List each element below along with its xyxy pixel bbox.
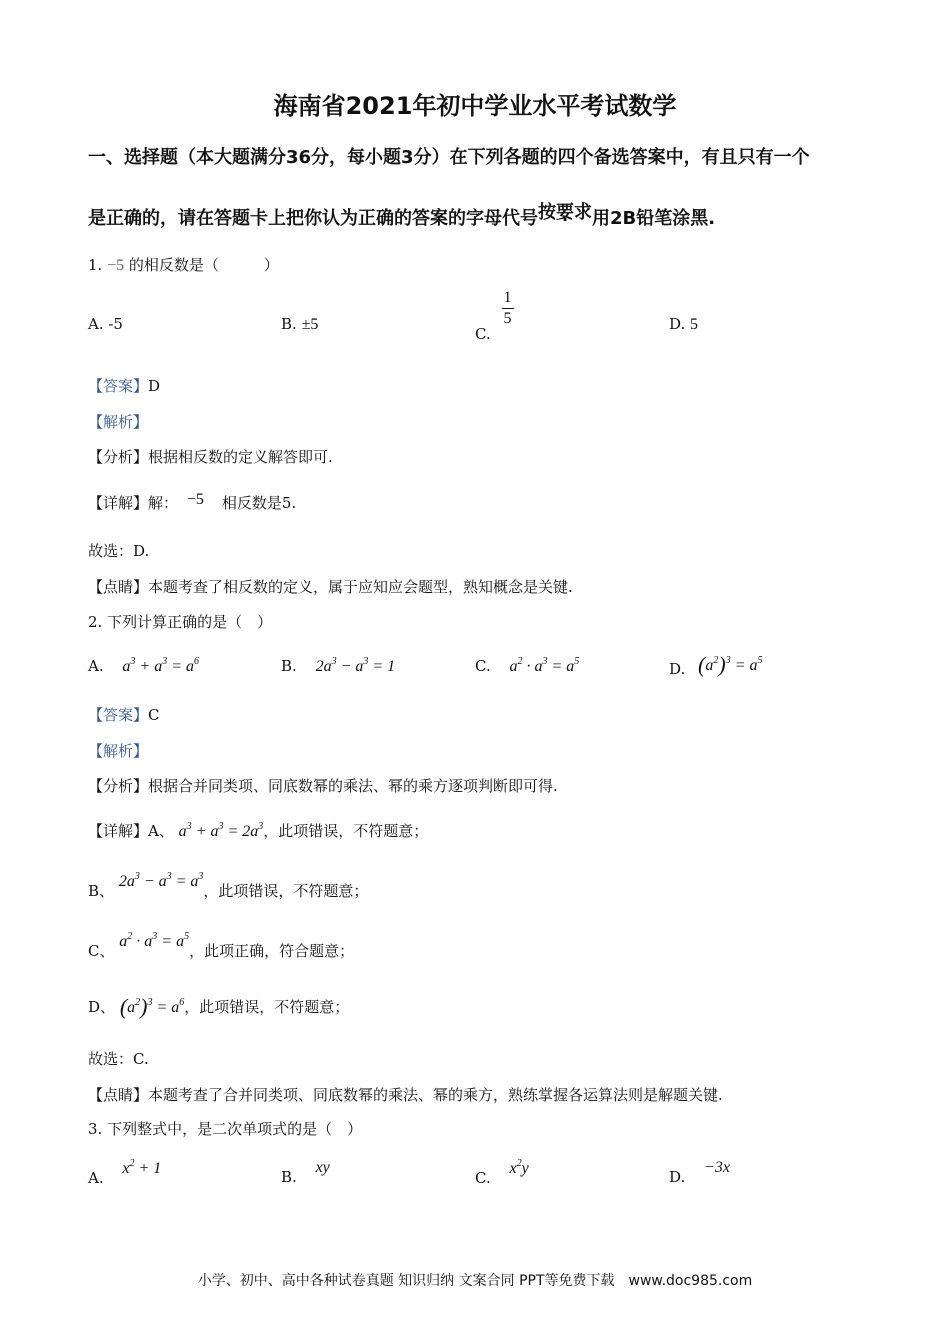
q2-stem: 2. 下列计算正确的是（ ） xyxy=(88,613,273,631)
section-line2-emphasis: 按要求 xyxy=(538,202,592,223)
q2-option-a: A. $a^3 + a^3 = a^6$ xyxy=(88,656,199,675)
page-footer: 小学、初中、高中各种试卷真题 知识归纳 文案合同 PPT等免费下载 www.doc985.com xyxy=(197,1273,753,1289)
section-line2-a: 是正确的，请在答题卡上把你认为正确的答案的字母代号 xyxy=(88,208,538,229)
q3-option-b: B. xy xyxy=(281,1159,330,1186)
q2-detail-b: B、 $2a^3 - a^3 = a^3$，此项错误，不符题意； xyxy=(88,871,369,900)
q2-option-c: C. $a^2 \cdot a^3 = a^5$ xyxy=(475,656,580,675)
q1-xiangjie: 【详解】解： −5 相反数是5. xyxy=(88,491,297,512)
section-instruction-line1: 一、选择题（本大题满分36分，每小题3分）在下列各题的四个备选答案中，有且只有一个 xyxy=(88,147,810,168)
page-title: 海南省2021年初中学业水平考试数学 xyxy=(273,92,677,120)
q1-choose: 故选：D. xyxy=(88,542,150,560)
q1-answer: 【答案】D xyxy=(88,377,161,395)
q1-option-c: C. $\frac{1}{5}$ xyxy=(475,289,512,343)
q3-stem: 3. 下列整式中，是二次单项式的是（ ） xyxy=(88,1120,363,1138)
q1-dianjing: 【点睛】本题考查了相反数的定义，属于应知应会题型，熟知概念是关键. xyxy=(88,578,573,596)
q2-fenxi: 【分析】根据合并同类项、同底数幂的乘法、幂的乘方逐项判断即可得. xyxy=(88,777,558,795)
q1-stem-expr: −5 xyxy=(107,257,125,274)
q1-option-c-fraction: $\frac{1}{5}$ xyxy=(503,289,512,327)
q1-option-b: B. ±5 xyxy=(281,315,319,333)
q2-answer: 【答案】C xyxy=(88,706,160,724)
q3-option-d: D. −3x xyxy=(669,1159,730,1186)
q2-analysis-label: 【解析】 xyxy=(88,742,149,760)
q2-dianjing: 【点睛】本题考查了合并同类项、同底数幂的乘法、幂的乘方，熟练掌握各运算法则是解题关键. xyxy=(88,1086,723,1104)
q2-choose: 故选：C. xyxy=(88,1050,149,1068)
q2-option-d: D. $(a^2)^3 = a^5$ xyxy=(669,652,763,678)
q2-detail-a: 【详解】A、 $a^3 + a^3 = 2a^3$，此项错误，不符题意； xyxy=(88,821,429,840)
q1-stem: 1. −5 的相反数是（ ） xyxy=(88,256,279,274)
q2-detail-c: C、 $a^2 \cdot a^3 = a^5$，此项正确，符合题意； xyxy=(88,931,355,960)
q3-option-c: C. $x^2y$ xyxy=(475,1158,529,1187)
q3-option-a: A. $x^2 + 1$ xyxy=(88,1158,162,1187)
section-line2-c: 用2B铅笔涂黑. xyxy=(592,208,716,229)
q1-option-a: A. -5 xyxy=(88,315,123,333)
q2-detail-d: D、 $(a^2)^3 = a^6$，此项错误，不符题意； xyxy=(88,994,350,1019)
section-instruction-line2 xyxy=(88,204,715,230)
q1-option-d: D. 5 xyxy=(669,315,699,333)
q2-option-b: B. $2a^3 - a^3 = 1$ xyxy=(281,656,396,675)
q1-analysis-label: 【解析】 xyxy=(88,413,149,431)
q1-fenxi: 【分析】根据相反数的定义解答即可. xyxy=(88,448,333,466)
